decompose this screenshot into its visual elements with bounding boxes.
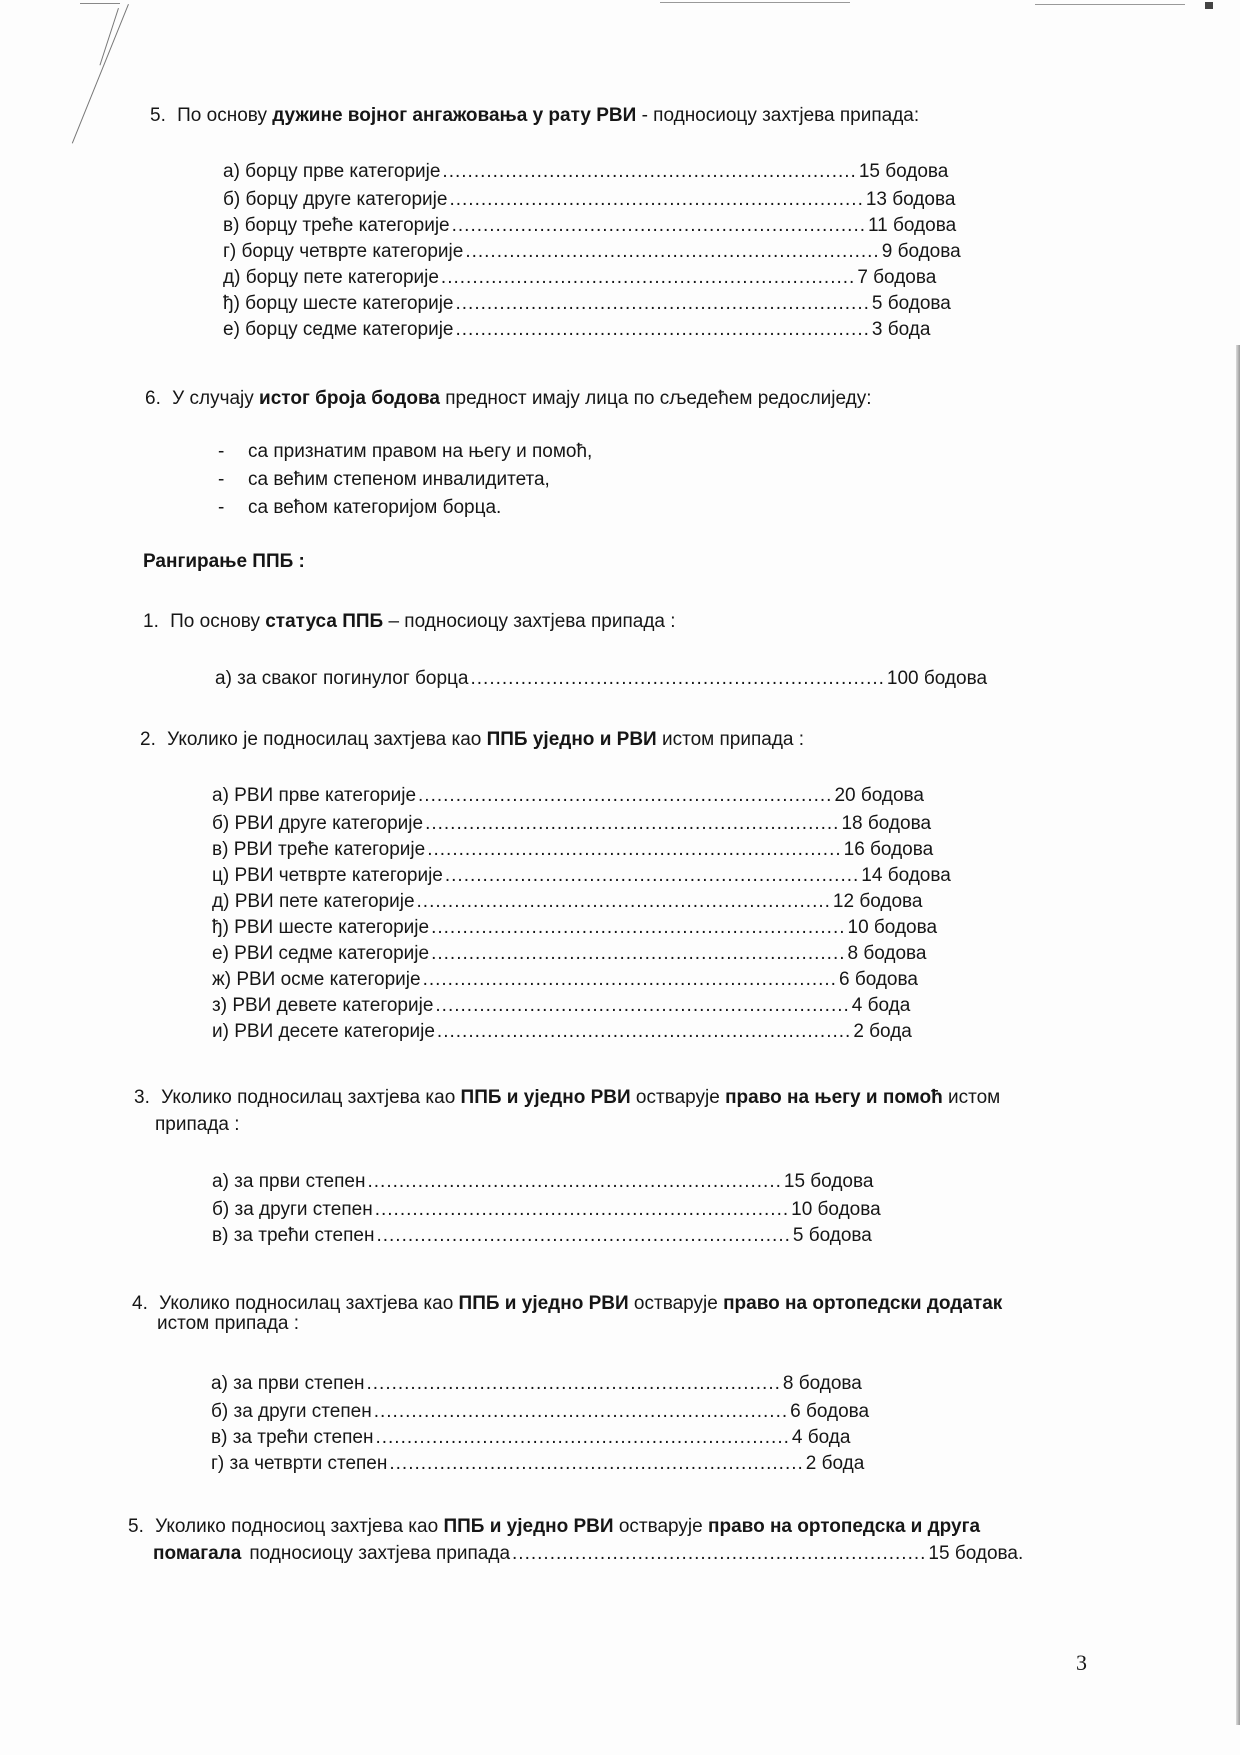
item-label: а) за сваког погинулог борца [215, 668, 469, 689]
item-label: и) РВИ десете категорије [212, 1021, 435, 1042]
item-points: 5 бодова [792, 1225, 872, 1246]
item-label: б) за други степен [211, 1401, 372, 1422]
list-item: г) борцу четврте категорије .................................................................. 9 бодова [223, 241, 961, 262]
r5-heading [128, 1515, 980, 1539]
item-label: в) за трећи степен [212, 1225, 375, 1246]
list-item: д) борцу пете категорије .................................................................. 7 бодова [223, 267, 937, 288]
r1-bold: статуса ППБ [265, 611, 384, 632]
list-item: а) РВИ прве категорије .................................................................. 20 бодова [212, 785, 924, 806]
item-points: 15 бодова [858, 161, 949, 182]
section5-post: - подносиоцу захтјева припада: [641, 105, 920, 126]
bullet-dash: - [218, 469, 225, 490]
item-label: б) борцу друге категорије [223, 189, 448, 210]
r5-cont: подносиоцу захтјева припада [249, 1543, 511, 1564]
ranking-heading: Рангирање ППБ : [143, 551, 305, 572]
r5-mid: остварује [618, 1516, 703, 1537]
item-points: 10 бодова [791, 1199, 881, 1220]
r5-cont-bold: помагала [153, 1543, 242, 1564]
list-item: в) борцу треће категорије .................................................................. 11 бодова [223, 215, 957, 236]
item-points: 8 бодова [847, 943, 927, 964]
bullet-item [218, 440, 592, 464]
page-number: 3 [1076, 1650, 1087, 1675]
item-points: 10 бодова [847, 917, 938, 938]
list-item: а) за сваког погинулог борца .................................................................. 100 бодова [215, 668, 988, 689]
item-label: в) борцу треће категорије [223, 215, 450, 236]
r1-heading [143, 610, 676, 634]
item-points: 5 бодова [871, 293, 951, 314]
item-label: ђ) борцу шесте категорије [223, 293, 454, 314]
section6-heading [145, 387, 872, 411]
item-points: 16 бодова [843, 839, 934, 860]
item-points: 12 бодова [832, 891, 923, 912]
scan-line-top [660, 2, 850, 3]
section5-bold: дужине војног ангажовања у рату РВИ [272, 105, 637, 126]
section6-pre: У случају [172, 388, 254, 409]
list-item: ж) РВИ осме категорије .................................................................. 6 бодова [212, 969, 918, 990]
r5-points: 15 бодова. [928, 1543, 1024, 1564]
bullet-text: са признатим правом на његу и помоћ, [248, 441, 593, 462]
item-label: а) за први степен [211, 1373, 365, 1394]
list-item: б) борцу друге категорије .................................................................. 13 бодова [223, 189, 956, 210]
item-points: 6 бодова [838, 969, 918, 990]
bullet-dash: - [218, 497, 225, 518]
item-points: 7 бодова [857, 267, 937, 288]
list-item: б) РВИ друге категорије .................................................................. 18 бодова [212, 813, 932, 834]
r1-list [215, 667, 988, 691]
list-item: ђ) борцу шесте категорије .................................................................. 5 бодова [223, 293, 951, 314]
item-label: а) за први степен [212, 1171, 366, 1192]
scan-line-top-right [1035, 4, 1185, 5]
r4-bold2: право на ортопедски додатак [723, 1293, 1003, 1314]
list-item: в) РВИ треће категорије .................................................................. 16 бодова [212, 839, 934, 860]
r3-heading [134, 1086, 1000, 1110]
r1-number: 1. [143, 611, 159, 632]
bullet-item [218, 496, 592, 520]
r4-bold: ППБ и уједно РВИ [458, 1293, 629, 1314]
item-points: 4 бода [851, 995, 911, 1016]
list-item: а) за први степен .................................................................. 15 бодова [212, 1171, 874, 1192]
list-item: и) РВИ десете категорије .................................................................. 2 бода [212, 1021, 912, 1042]
section6-bold: истог броја бодова [259, 388, 440, 409]
section6-number: 6. [145, 388, 161, 409]
r3-post: истом [947, 1087, 1001, 1108]
item-points: 100 бодова [886, 668, 988, 689]
scan-diagonal-2 [99, 8, 118, 65]
r4-mid: остварује [633, 1293, 718, 1314]
r5-pre: Уколико подносиоц захтјева као [155, 1516, 439, 1537]
r4-number: 4. [132, 1293, 148, 1314]
r1-pre: По основу [170, 611, 260, 632]
list-item: б) за други степен .................................................................. 6 бодова [211, 1401, 870, 1422]
item-label: г) борцу четврте категорије [223, 241, 464, 262]
section5-list [223, 160, 961, 340]
item-points: 2 бода [805, 1453, 865, 1474]
scan-mark-top [1205, 2, 1213, 9]
list-item: д) РВИ пете категорије .................................................................. 12 бодова [212, 891, 923, 912]
r2-heading [140, 728, 804, 752]
r3-list [212, 1170, 881, 1246]
item-points: 6 бодова [790, 1401, 870, 1422]
item-points: 15 бодова [783, 1171, 874, 1192]
r2-bold: ППБ уједно и РВИ [486, 729, 657, 750]
r2-post: истом припада : [661, 729, 805, 750]
bullet-text: са већом категоријом борца. [248, 497, 502, 518]
bullet-text: са већим степеном инвалидитета, [248, 469, 550, 490]
item-points: 2 бода [853, 1021, 912, 1042]
list-item: в) за трећи степен .................................................................. 5 бодова [212, 1225, 872, 1246]
list-item: ц) РВИ четврте категорије .................................................................. 14 бодова [212, 865, 951, 886]
item-label: е) борцу седме категорије [223, 319, 454, 340]
r3-bold: ППБ и уједно РВИ [460, 1087, 631, 1108]
r4-continuation: истом припада : [157, 1313, 300, 1334]
item-label: д) борцу пете категорије [223, 267, 439, 288]
item-points: 8 бодова [782, 1373, 862, 1394]
list-item: е) РВИ седме категорије .................................................................. 8 бодова [212, 943, 927, 964]
section5-heading [150, 104, 919, 128]
scan-diagonal [72, 4, 129, 143]
list-item: е) борцу седме категорије .................................................................. 3 бода [223, 319, 931, 340]
section5-pre: По основу [177, 105, 267, 126]
r5-number: 5. [128, 1516, 144, 1537]
r5-bold2: право на ортопедска и друга [707, 1516, 981, 1537]
list-item: а) борцу прве категорије .................................................................. 15 бодова [223, 161, 949, 182]
bullet-dash: - [218, 441, 225, 462]
r5-bold: ППБ и уједно РВИ [443, 1516, 614, 1537]
item-label: б) РВИ друге категорије [212, 813, 424, 834]
r4-list [211, 1372, 870, 1474]
r3-number: 3. [134, 1087, 150, 1108]
section5-number: 5. [150, 105, 166, 126]
list-item: б) за други степен .................................................................. 10 бодова [212, 1199, 881, 1220]
list-item: г) за четврти степен .................................................................. 2 бода [211, 1453, 865, 1474]
item-points: 4 бода [791, 1427, 851, 1448]
scan-line-top-left [80, 3, 120, 4]
r2-pre: Уколико је подносилац захтјева као [167, 729, 482, 750]
item-label: в) за трећи степен [211, 1427, 374, 1448]
r3-continuation: припада : [155, 1114, 240, 1135]
item-points: 3 бода [871, 319, 931, 340]
item-points: 18 бодова [841, 813, 932, 834]
item-label: б) за други степен [212, 1199, 373, 1220]
section6-post: предност имају лица по сљедећем редослиједу: [445, 388, 872, 409]
item-label: з) РВИ девете категорије [212, 995, 434, 1016]
list-item: з) РВИ девете категорије .................................................................. 4 бода [212, 995, 911, 1016]
item-points: 9 бодова [881, 241, 961, 262]
list-item: а) за први степен .................................................................. 8 бодова [211, 1373, 862, 1394]
item-label: е) РВИ седме категорије [212, 943, 430, 964]
item-points: 13 бодова [865, 189, 956, 210]
r3-pre: Уколико подносилац захтјева као [161, 1087, 456, 1108]
r5-continuation: помагала подносиоцу захтјева припада .................................................................. 15 бодова. [153, 1543, 1024, 1564]
item-label: а) борцу прве категорије [223, 161, 441, 182]
r2-list [212, 784, 951, 1042]
item-label: в) РВИ треће категорије [212, 839, 426, 860]
item-label: ж) РВИ осме категорије [212, 969, 421, 990]
r4-pre: Уколико подносилац захтјева као [159, 1293, 454, 1314]
item-label: а) РВИ прве категорије [212, 785, 417, 806]
r1-post: – подносиоцу захтјева припада : [388, 611, 676, 632]
item-label: ђ) РВИ шесте категорије [212, 917, 430, 938]
item-points: 11 бодова [868, 215, 957, 236]
item-label: ц) РВИ четврте категорије [212, 865, 443, 886]
r3-mid: остварује [635, 1087, 720, 1108]
r3-bold2: право на његу и помоћ [725, 1087, 943, 1108]
item-points: 20 бодова [834, 785, 924, 806]
list-item: ђ) РВИ шесте категорије .................................................................. 10 бодова [212, 917, 938, 938]
scan-right-edge [1236, 345, 1240, 1725]
bullet-item [218, 468, 592, 492]
item-points: 14 бодова [861, 865, 951, 886]
item-label: г) за четврти степен [211, 1453, 388, 1474]
list-item: в) за трећи степен .................................................................. 4 бода [211, 1427, 851, 1448]
item-label: д) РВИ пете категорије [212, 891, 415, 912]
section6-bullets [218, 440, 593, 518]
r2-number: 2. [140, 729, 156, 750]
